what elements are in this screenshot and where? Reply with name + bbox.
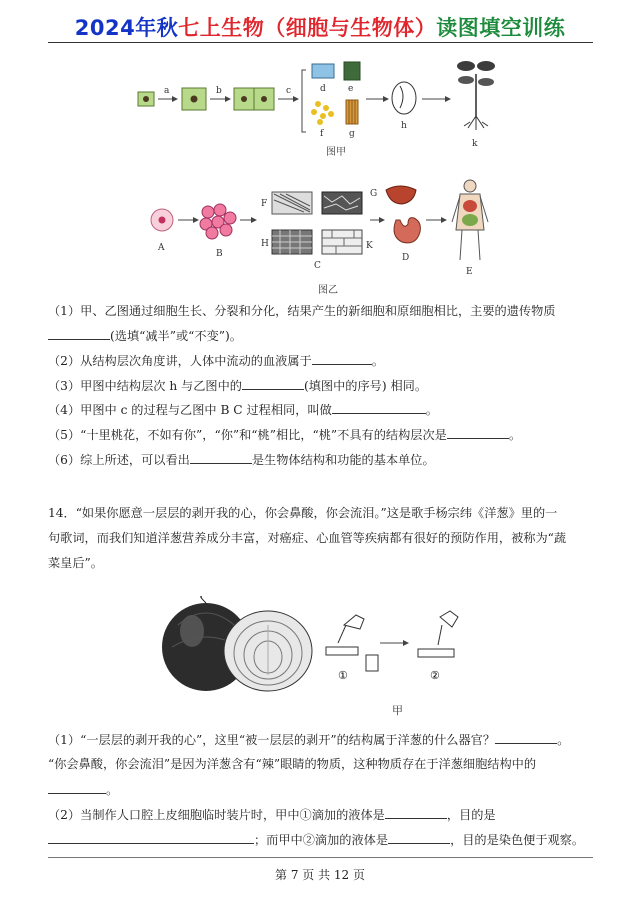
answer-blank[interactable] (385, 806, 447, 819)
label-C: C (314, 261, 321, 271)
figure-jia-caption: 图甲 (326, 147, 346, 158)
q13-part2: （2）从结构层次角度讲，人体中流动的血液属于 。 (48, 354, 384, 368)
label-k: k (472, 139, 478, 149)
answer-blank[interactable] (242, 377, 304, 390)
step1-label: ① (338, 669, 348, 682)
q14-intro-line1: 14．“如果你愿意一层层的剥开我的心，你会鼻酸，你会流泪。”这是歌手杨宗纬《洋葱》里的一 (48, 506, 558, 520)
cut-onion-icon (224, 611, 312, 691)
answer-blank[interactable] (48, 327, 110, 340)
stomach-icon (394, 218, 420, 243)
q13-part4: （4）甲图中 c 的过程与乙图中 B C 过程相同，叫做 。 (48, 403, 438, 417)
label-h: h (401, 121, 407, 131)
onion-figure-caption: 甲 (392, 704, 403, 717)
q14-intro-line2: 句歌词，而我们知道洋葱营养成分丰富，对癌症、心血管等疾病都有很好的预防作用，被称为“蔬 (48, 531, 567, 545)
figure-jia (130, 52, 510, 160)
label-a: a (164, 86, 170, 96)
tissue-g-icon (322, 192, 362, 214)
label-c: c (286, 86, 292, 96)
label-E: E (466, 267, 473, 277)
tissue-k-icon (322, 230, 362, 254)
header-topic: （细胞与生物体） (264, 16, 437, 40)
label-g: g (349, 129, 355, 139)
q14-part1-line2: “你会鼻酸，你会流泪”是因为洋葱含有“辣”眼睛的物质，这种物质存在于洋葱细胞结构中的 (48, 757, 537, 771)
header-divider (48, 42, 593, 43)
answer-blank[interactable] (388, 831, 450, 844)
figure-yi-caption: 图乙 (318, 285, 338, 296)
step1-dropping-icon (326, 615, 378, 671)
answer-blank[interactable] (447, 426, 509, 439)
plant-icon (457, 61, 495, 130)
q14-part1-line1: （1）“一层层的剥开我的心”，这里“被一层层的剥开”的结构属于洋葱的什么器官？ 。 (48, 733, 570, 747)
label-A: A (158, 243, 165, 253)
step2-label: ② (430, 669, 440, 682)
q13-part6: （6）综上所述，可以看出 是生物体结构和功能的基本单位。 (48, 453, 435, 467)
label-e: e (348, 84, 354, 94)
answer-blank[interactable] (312, 352, 372, 365)
q13-part1-line1: （1）甲、乙图通过细胞生长、分裂和分化，结果产生的新细胞和原细胞相比，主要的遗传物质 (48, 304, 556, 318)
human-body-icon (452, 180, 488, 260)
label-G: G (370, 189, 378, 199)
footer-divider (48, 857, 593, 858)
header-type: 读图填空训练 (436, 16, 566, 40)
onion-figure (158, 595, 478, 697)
q14-part1-line3: 。 (48, 781, 608, 798)
label-F: F (261, 199, 268, 209)
label-d: d (320, 84, 326, 94)
answer-blank[interactable] (48, 781, 106, 794)
q14-part2-line2: ；而甲中②滴加的液体是 ，目的是染色便于观察。 (48, 831, 608, 848)
tissue-d-icon (312, 64, 334, 78)
label-B: B (216, 249, 223, 259)
label-f: f (320, 129, 324, 139)
q13-part1-line2: (选填“减半”或“不变”)。 (48, 327, 608, 344)
header-subject: 七上生物 (178, 16, 265, 40)
answer-blank[interactable] (495, 731, 557, 744)
label-K: K (366, 241, 373, 251)
tissue-e-icon (344, 62, 360, 80)
bean-seed-icon (392, 82, 416, 114)
liver-icon (386, 186, 416, 204)
label-H: H (261, 239, 269, 249)
worksheet-header (0, 12, 640, 42)
q13-part5: （5）“十里桃花，不如有你”，“你”和“桃”相比，“桃”不具有的结构层次是 。 (48, 428, 522, 442)
page-number: 第 7 页 共 12 页 (275, 868, 365, 882)
answer-blank[interactable] (332, 401, 426, 414)
figure-yi (140, 176, 510, 286)
cell-cluster-b-icon (200, 204, 236, 239)
header-year: 2024年秋 (74, 16, 179, 40)
label-D: D (402, 253, 410, 263)
q14-part2-line1: （2）当制作人口腔上皮细胞临时装片时，甲中①滴加的液体是 ，目的是 (48, 808, 496, 822)
answer-blank[interactable] (48, 831, 254, 844)
label-b: b (216, 86, 222, 96)
q14-intro-line3: 菜皇后”。 (48, 556, 103, 570)
step2-dropping-icon (418, 611, 458, 657)
tissue-f-icon (311, 101, 334, 125)
answer-blank[interactable] (190, 451, 252, 464)
q13-part3: （3）甲图中结构层次 h 与乙图中的 (填图中的序号) 相同。 (48, 379, 428, 393)
